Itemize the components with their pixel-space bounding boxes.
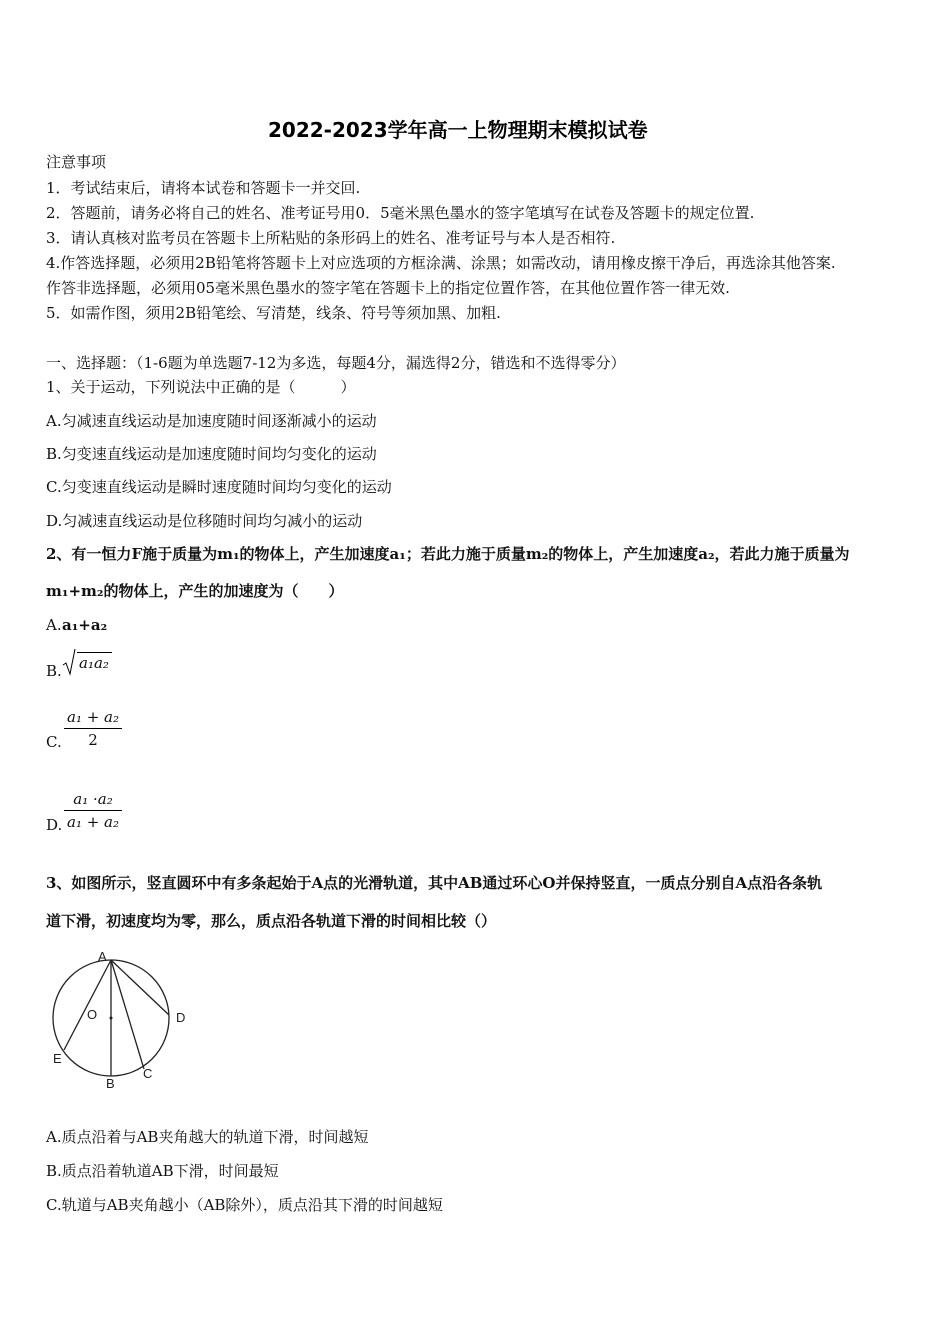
question-1-stem: 1、关于运动，下列说法中正确的是（ ） [46, 378, 356, 396]
page-title: 2022-2023学年高一上物理期末模拟试卷 [268, 118, 648, 142]
q2-option-b-label: B. [46, 662, 62, 680]
q2-option-d-denominator: a₁ + a₂ [67, 813, 120, 831]
q1-option-c: C.匀变速直线运动是瞬时速度随时间均匀变化的运动 [46, 478, 392, 496]
label-d: D [176, 1010, 186, 1025]
q1-option-d: D.匀减速直线运动是位移随时间均匀减小的运动 [46, 512, 363, 530]
question-2-stem-line2: m₁+m₂的物体上，产生的加速度为（ ） [46, 582, 344, 600]
notice-item: 作答非选择题，必须用05毫米黑色墨水的签字笔在答题卡上的指定位置作答，在其他位置作答一律无效. [46, 279, 730, 297]
q3-option-b: B.质点沿着轨道AB下滑，时间最短 [46, 1162, 279, 1180]
question-3-stem-line1: 3、如图所示，竖直圆环中有多条起始于A点的光滑轨道，其中AB通过环心O并保持竖直，一质点分别自A点沿各条轨 [46, 874, 823, 892]
sqrt-sign-icon [62, 648, 76, 676]
q2-option-d-fraction [64, 790, 122, 831]
q2-option-c-fraction [64, 708, 122, 749]
q2-option-c-label: C. [46, 733, 62, 751]
label-a: A [98, 949, 107, 964]
q2-option-c-numerator: a₁ + a₂ [67, 708, 120, 726]
notice-heading: 注意事项 [46, 153, 107, 171]
notice-item: 4.作答选择题，必须用2B铅笔将答题卡上对应选项的方框涂满、涂黑；如需改动，请用橡皮擦干净后，再选涂其他答案. [46, 254, 836, 272]
q1-option-a: A.匀减速直线运动是加速度随时间逐渐减小的运动 [46, 412, 377, 430]
label-o: O [87, 1007, 98, 1022]
q3-option-c: C.轨道与AB夹角越小（AB除外），质点沿其下滑的时间越短 [46, 1196, 443, 1214]
fraction-bar [64, 810, 122, 811]
q2-option-d-label: D. [46, 816, 63, 834]
label-c: C [143, 1066, 153, 1081]
notice-item: 2．答题前，请务必将自己的姓名、准考证号用0．5毫米黑色墨水的签字笔填写在试卷及答题卡的规定位置. [46, 204, 755, 222]
q3-option-a: A.质点沿着与AB夹角越大的轨道下滑，时间越短 [46, 1128, 369, 1146]
notice-item: 3．请认真核对监考员在答题卡上所粘贴的条形码上的姓名、准考证号与本人是否相符. [46, 229, 616, 247]
label-e: E [53, 1051, 62, 1066]
label-b: B [106, 1076, 115, 1091]
q2-option-a-label: A. [46, 616, 62, 634]
question-2-stem-line1: 2、有一恒力F施于质量为m₁的物体上，产生加速度a₁；若此力施于质量m₂的物体上，产生加速度a₂，若此力施于质量为 [46, 545, 850, 563]
notice-item: 1．考试结束后，请将本试卷和答题卡一并交回. [46, 179, 361, 197]
q2-option-d-numerator: a₁ ·a₂ [73, 790, 113, 808]
fraction-bar [64, 728, 122, 729]
track-ae [64, 960, 111, 1050]
notice-item: 5．如需作图，须用2B铅笔绘、写清楚，线条、符号等须加黑、加粗. [46, 304, 501, 322]
q2-option-a-value: a₁+a₂ [62, 616, 108, 634]
q1-option-b: B.匀变速直线运动是加速度随时间均匀变化的运动 [46, 445, 377, 463]
question-3-stem-line2: 道下滑，初速度均为零，那么，质点沿各轨道下滑的时间相比较（） [46, 912, 497, 930]
q2-option-c-denominator: 2 [88, 731, 98, 749]
circle-track-diagram [40, 945, 210, 1095]
section-heading: 一、选择题：（1-6题为单选题7-12为多选，每题4分，漏选得2分，错选和不选得零分） [46, 354, 626, 372]
center-dot [110, 1017, 113, 1020]
q2-option-b-radicand: a₁a₂ [77, 652, 112, 672]
